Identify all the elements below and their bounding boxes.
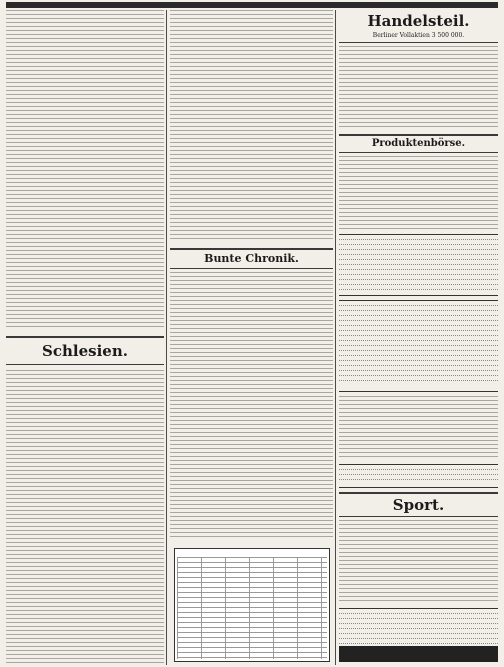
statistics-table <box>174 548 330 662</box>
price-table <box>339 234 498 296</box>
article-text-block <box>6 370 164 665</box>
section-subheading: Berliner Vollaktien 3 500 000. <box>372 32 465 39</box>
section-heading-bunte-chronik: Bunte Chronik. <box>204 252 299 265</box>
section-heading-produktenboerse: Produktenbörse. <box>371 138 466 149</box>
section-heading-handelsteil: Handelsteil. <box>367 12 470 30</box>
section-divider <box>339 152 498 153</box>
article-text-block <box>170 272 333 540</box>
column-rule <box>166 10 167 665</box>
article-text-block <box>6 10 164 330</box>
column-middle <box>170 10 333 665</box>
price-table <box>339 464 498 488</box>
section-divider <box>339 134 498 136</box>
results-table <box>339 608 498 650</box>
section-divider <box>6 336 164 338</box>
section-heading-sport: Sport. <box>392 496 445 514</box>
article-text-block <box>170 10 333 242</box>
price-table <box>339 300 498 392</box>
article-text-block <box>339 520 498 604</box>
column-left <box>6 10 164 665</box>
section-divider <box>170 248 333 250</box>
masthead-bar <box>6 2 498 8</box>
article-text-block <box>339 396 498 460</box>
column-rule <box>335 10 336 665</box>
section-divider <box>170 268 333 269</box>
column-footer-bar <box>339 646 498 662</box>
section-divider <box>6 364 164 365</box>
article-text-block <box>339 156 498 230</box>
table-grid <box>177 557 327 659</box>
section-divider <box>339 42 498 43</box>
article-text-block <box>339 46 498 130</box>
column-right <box>339 10 498 665</box>
section-divider <box>339 516 498 517</box>
section-heading-schlesien: Schlesien. <box>42 342 128 360</box>
section-divider <box>339 492 498 494</box>
